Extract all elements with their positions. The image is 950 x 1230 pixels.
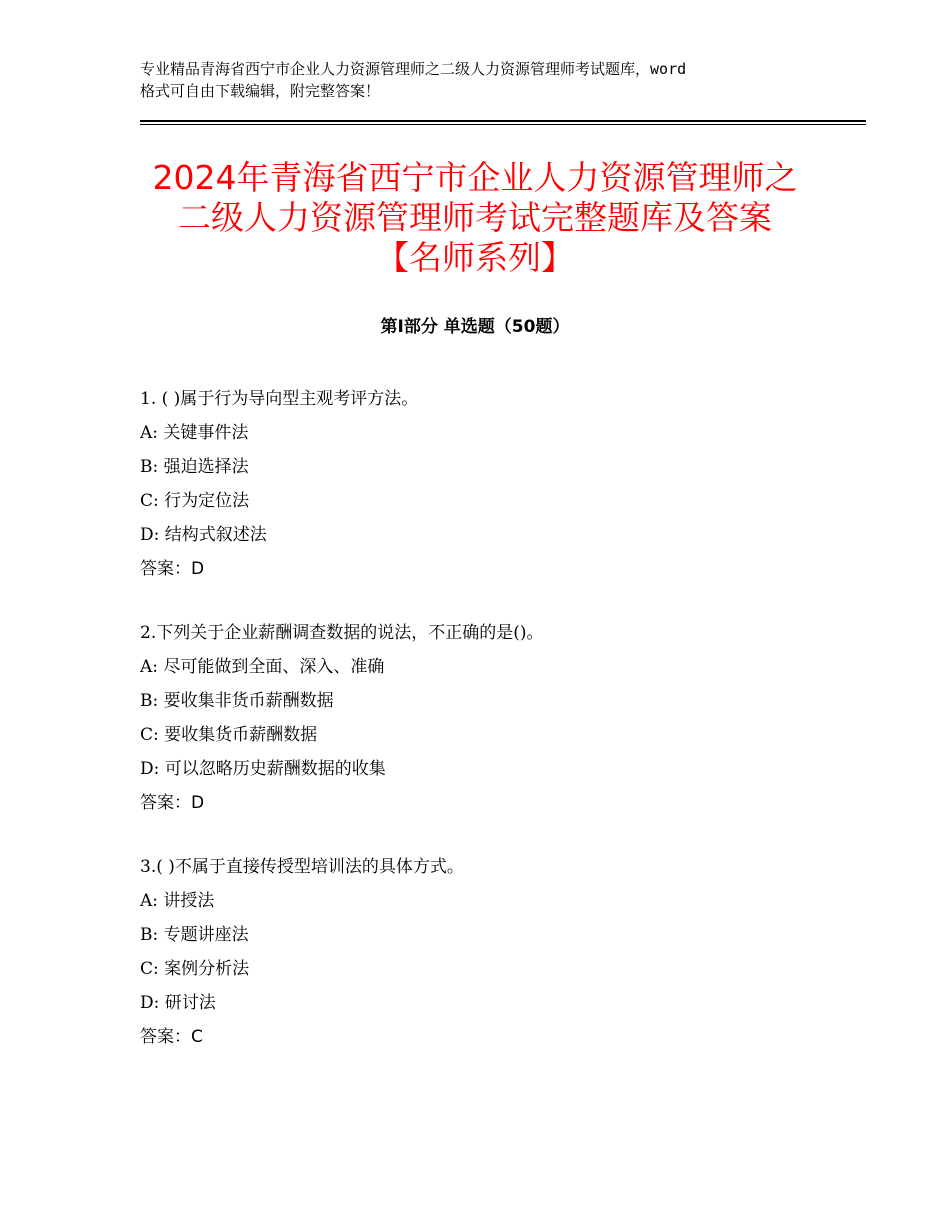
option-c: C: 要收集货币薪酬数据 <box>140 725 318 745</box>
question-2 <box>140 616 840 820</box>
header-note-line-1: 专业精品青海省西宁市企业人力资源管理师之二级人力资源管理师考试题库，word <box>140 60 687 78</box>
question-stem: 1. ( )属于行为导向型主观考评方法。 <box>140 389 419 409</box>
option-b: B: 强迫选择法 <box>140 457 249 477</box>
answer-line: 答案：D <box>140 559 205 579</box>
question-list <box>140 382 840 1084</box>
question-3 <box>140 850 840 1054</box>
question-stem: 3.( )不属于直接传授型培训法的具体方式。 <box>140 857 464 877</box>
option-a: A: 关键事件法 <box>140 423 249 443</box>
option-b: B: 专题讲座法 <box>140 925 249 945</box>
title-line-3: 【名师系列】 <box>376 238 574 277</box>
header-note <box>140 58 830 102</box>
answer-line: 答案：C <box>140 1027 203 1047</box>
option-c: C: 案例分析法 <box>140 959 250 979</box>
title-line-2: 二级人力资源管理师考试完整题库及答案 <box>178 198 772 237</box>
header-note-line-2: 格式可自由下载编辑，附完整答案！ <box>140 82 381 100</box>
header-divider <box>140 120 866 125</box>
option-c: C: 行为定位法 <box>140 491 250 511</box>
option-d: D: 研讨法 <box>140 993 216 1013</box>
option-d: D: 结构式叙述法 <box>140 525 267 545</box>
option-b: B: 要收集非货币薪酬数据 <box>140 691 334 711</box>
title-line-1: 2024年青海省西宁市企业人力资源管理师之 <box>152 158 798 197</box>
option-a: A: 讲授法 <box>140 891 215 911</box>
option-a: A: 尽可能做到全面、深入、准确 <box>140 657 385 677</box>
section-heading: 第Ⅰ部分 单选题（50题） <box>380 317 570 337</box>
question-1 <box>140 382 840 586</box>
question-stem: 2.下列关于企业薪酬调查数据的说法，不正确的是()。 <box>140 623 544 643</box>
option-d: D: 可以忽略历史薪酬数据的收集 <box>140 759 386 779</box>
document-title <box>100 158 850 278</box>
answer-line: 答案：D <box>140 793 205 813</box>
